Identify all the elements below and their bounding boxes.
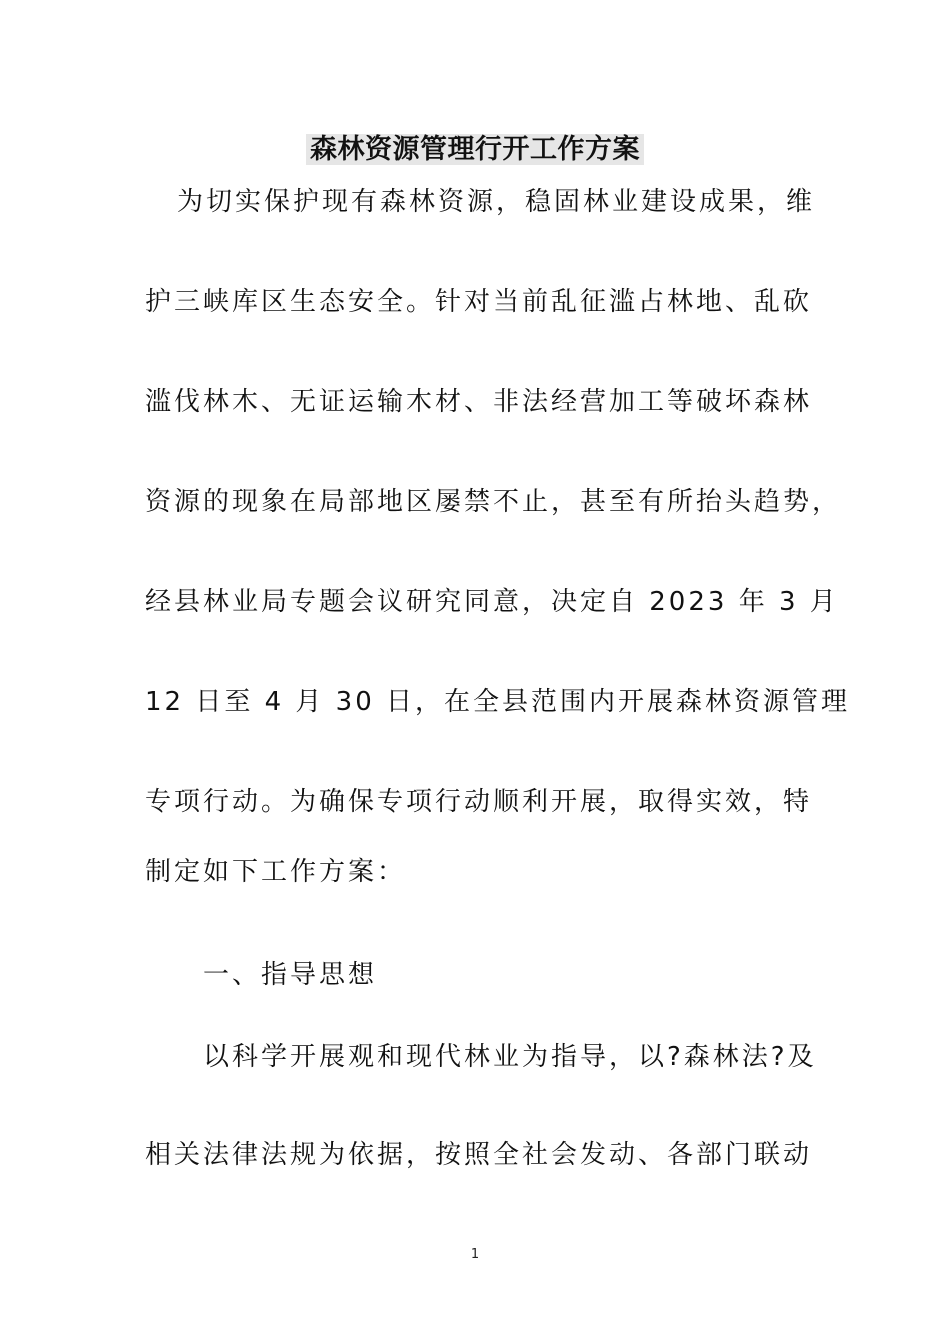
paragraph-line: 以科学开展观和现代林业为指导，以?森林法?及: [203, 1042, 817, 1072]
paragraph-line: 护三峡库区生态安全。针对当前乱征滥占林地、乱砍: [145, 287, 813, 317]
paragraph-line: 制定如下工作方案：: [145, 857, 407, 887]
paragraph-line: 为切实保护现有森林资源，稳固林业建设成果，维: [177, 187, 816, 217]
page-number: 1: [470, 1247, 480, 1262]
paragraph-line: 滥伐林木、无证运输木材、非法经营加工等破坏森林: [145, 387, 813, 417]
paragraph-line: 12 日至 4 月 30 日，在全县范围内开展森林资源管理: [145, 687, 851, 717]
document-title-text: 森林资源管理行开工作方案: [306, 134, 644, 165]
paragraph-line: 相关法律法规为依据，按照全社会发动、各部门联动: [145, 1140, 813, 1170]
paragraph-line: 经县林业局专题会议研究同意，决定自 2023 年 3 月: [145, 587, 839, 617]
section-heading: 一、指导思想: [203, 960, 378, 990]
document-title: [0, 130, 950, 170]
paragraph-line: 资源的现象在局部地区屡禁不止，甚至有所抬头趋势，: [145, 487, 842, 517]
paragraph-line: 专项行动。为确保专项行动顺利开展，取得实效，特: [145, 787, 813, 817]
